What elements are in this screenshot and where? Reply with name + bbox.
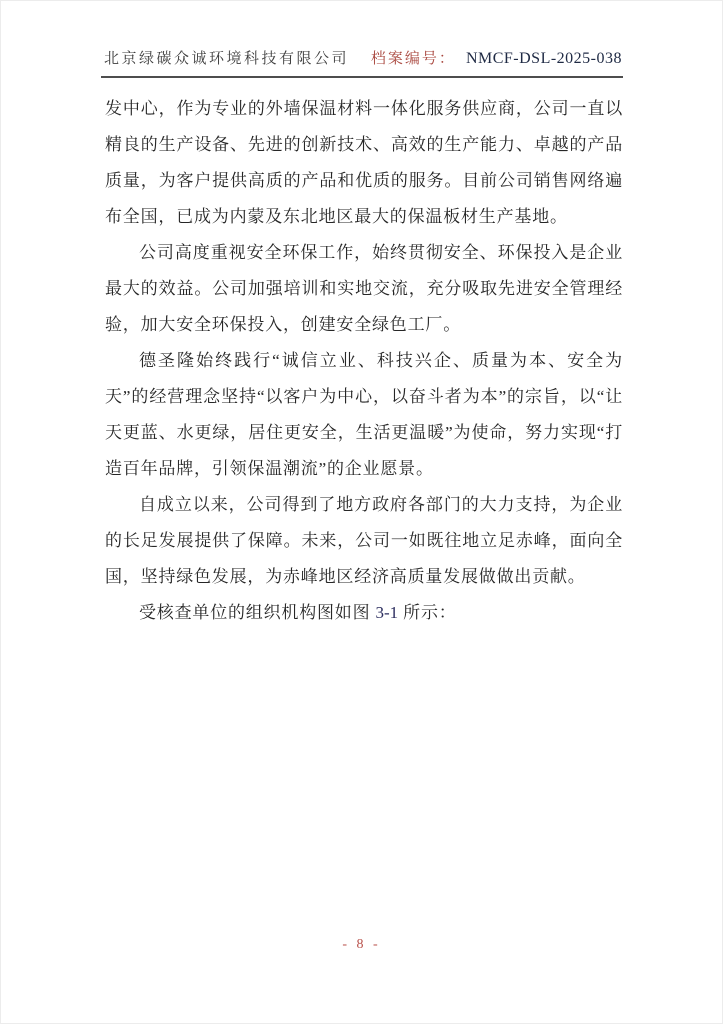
doc-number-label: 档案编号： xyxy=(370,51,456,67)
paragraph-company-philosophy: 德圣隆始终践行“诚信立业、科技兴企、质量为本、安全为天”的经营理念坚持“以客户为中心，以奋斗者为本”的宗旨，以“让天更蓝、水更绿，居住更安全，生活更温暖”为使命，努力实现“打造百年品牌，引领保温潮流”的企业愿景。 xyxy=(105,351,623,478)
org-chart-caption-text-after: 所示： xyxy=(398,603,457,622)
page-header xyxy=(104,47,622,68)
doc-number-group xyxy=(371,47,622,68)
page-number: - 8 - xyxy=(342,937,381,952)
org-chart-caption-text-before: 受核查单位的组织机构图如图 xyxy=(139,603,376,622)
paragraph-safety-environment: 公司高度重视安全环保工作，始终贯彻安全、环保投入是企业最大的效益。公司加强培训和实地交流，充分吸取先进安全管理经验，加大安全环保投入，创建安全绿色工厂。 xyxy=(105,243,623,334)
paragraph-company-intro: 发中心，作为专业的外墙保温材料一体化服务供应商，公司一直以精良的生产设备、先进的创新技术、高效的生产能力、卓越的产品质量，为客户提供高质的产品和优质的服务。目前公司销售网络遍布全国，已成为内蒙及东北地区最大的保温板材生产基地。 xyxy=(105,99,623,226)
doc-number-value: NMCF-DSL-2025-038 xyxy=(465,50,622,67)
paragraph-org-chart-caption xyxy=(105,595,623,631)
document-body xyxy=(105,91,623,631)
figure-reference: 3-1 xyxy=(375,603,399,622)
header-rule xyxy=(101,76,623,78)
header-company-name: 北京绿碳众诚环境科技有限公司 xyxy=(104,51,350,67)
paragraph-government-support: 自成立以来，公司得到了地方政府各部门的大力支持，为企业的长足发展提供了保障。未来，公司一如既往地立足赤峰，面向全国，坚持绿色发展，为赤峰地区经济高质量发展做做出贡献。 xyxy=(105,495,623,586)
page-footer xyxy=(1,937,722,953)
